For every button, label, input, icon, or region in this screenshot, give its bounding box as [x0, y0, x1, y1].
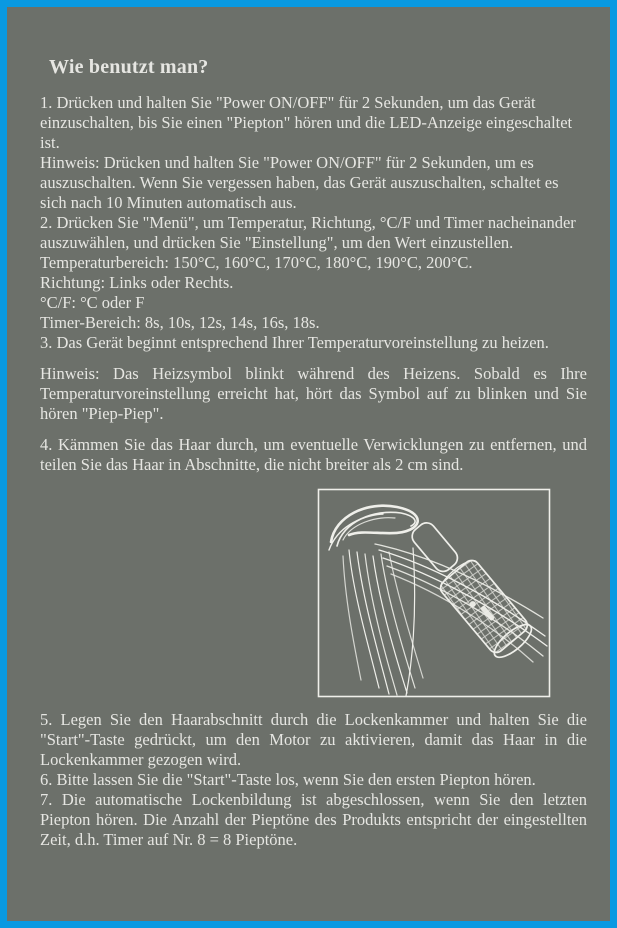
hair-bundle-top — [329, 506, 418, 550]
note-heating-text: Hinweis: Das Heizsymbol blinkt während des Heizens. Sobald es Ihre Temperaturvoreinstellung erreicht hat, hört das Symbol auf zu blinken und Sie hören "Piep-Piep". — [40, 364, 587, 423]
unit-options-text: °C/F: °C oder F — [40, 293, 145, 312]
hair-strands-falling — [343, 548, 423, 696]
timer-range-text: Timer-Bereich: 8s, 10s, 12s, 14s, 16s, 18s. — [40, 313, 320, 332]
step-7-text: 7. Die automatische Lockenbildung ist abgeschlossen, wenn Sie den letzten Piepton hören. Die Anzahl der Pieptöne des Produkts entspricht der eingestellten Zeit, d.h. Timer auf Nr. 8 = 8 Pieptöne. — [40, 790, 587, 849]
hair-curler-illustration — [317, 488, 551, 698]
step-2-text: 2. Drücken Sie "Menü", um Temperatur, Richtung, °C/F und Timer nacheinander auszuwählen, und drücken Sie "Einstellung", um den Wert einzustellen. — [40, 213, 576, 252]
step-6-text: 6. Bitte lassen Sie die "Start"-Taste los, wenn Sie den ersten Piepton hören. — [40, 770, 536, 789]
step-5-text: 5. Legen Sie den Haarabschnitt durch die Lockenkammer und halten Sie die "Start"-Taste gedrückt, um den Motor zu aktivieren, damit das Haar in die Lockenkammer gezogen wird. — [40, 710, 587, 769]
step-4-text: 4. Kämmen Sie das Haar durch, um eventuelle Verwicklungen zu entfernen, und teilen Sie das Haar in Abschnitte, die nicht breiter als 2 cm sind. — [40, 435, 587, 474]
note-power-off-text: Hinweis: Drücken und halten Sie "Power ON/OFF" für 2 Sekunden, um es auszuschalten. Wenn Sie vergessen haben, das Gerät auszuschalten, schaltet es sich nach 10 Minuten automatisch aus. — [40, 153, 559, 212]
curler-drawing-svg — [317, 488, 551, 698]
temperature-range-text: Temperaturbereich: 150°C, 160°C, 170°C, 180°C, 190°C, 200°C. — [40, 253, 473, 272]
curler-clip — [409, 519, 462, 575]
step-3-text: 3. Das Gerät beginnt entsprechend Ihrer Temperaturvoreinstellung zu heizen. — [40, 333, 549, 352]
curler-device — [400, 513, 536, 663]
step-1-text: 1. Drücken und halten Sie "Power ON/OFF" für 2 Sekunden, um das Gerät einzuschalten, bis Sie einen "Piepton" hören und die LED-Anzeige eingeschaltet ist. — [40, 93, 573, 152]
page-title: Wie benutzt man? — [49, 56, 209, 78]
direction-options-text: Richtung: Links oder Rechts. — [40, 273, 234, 292]
